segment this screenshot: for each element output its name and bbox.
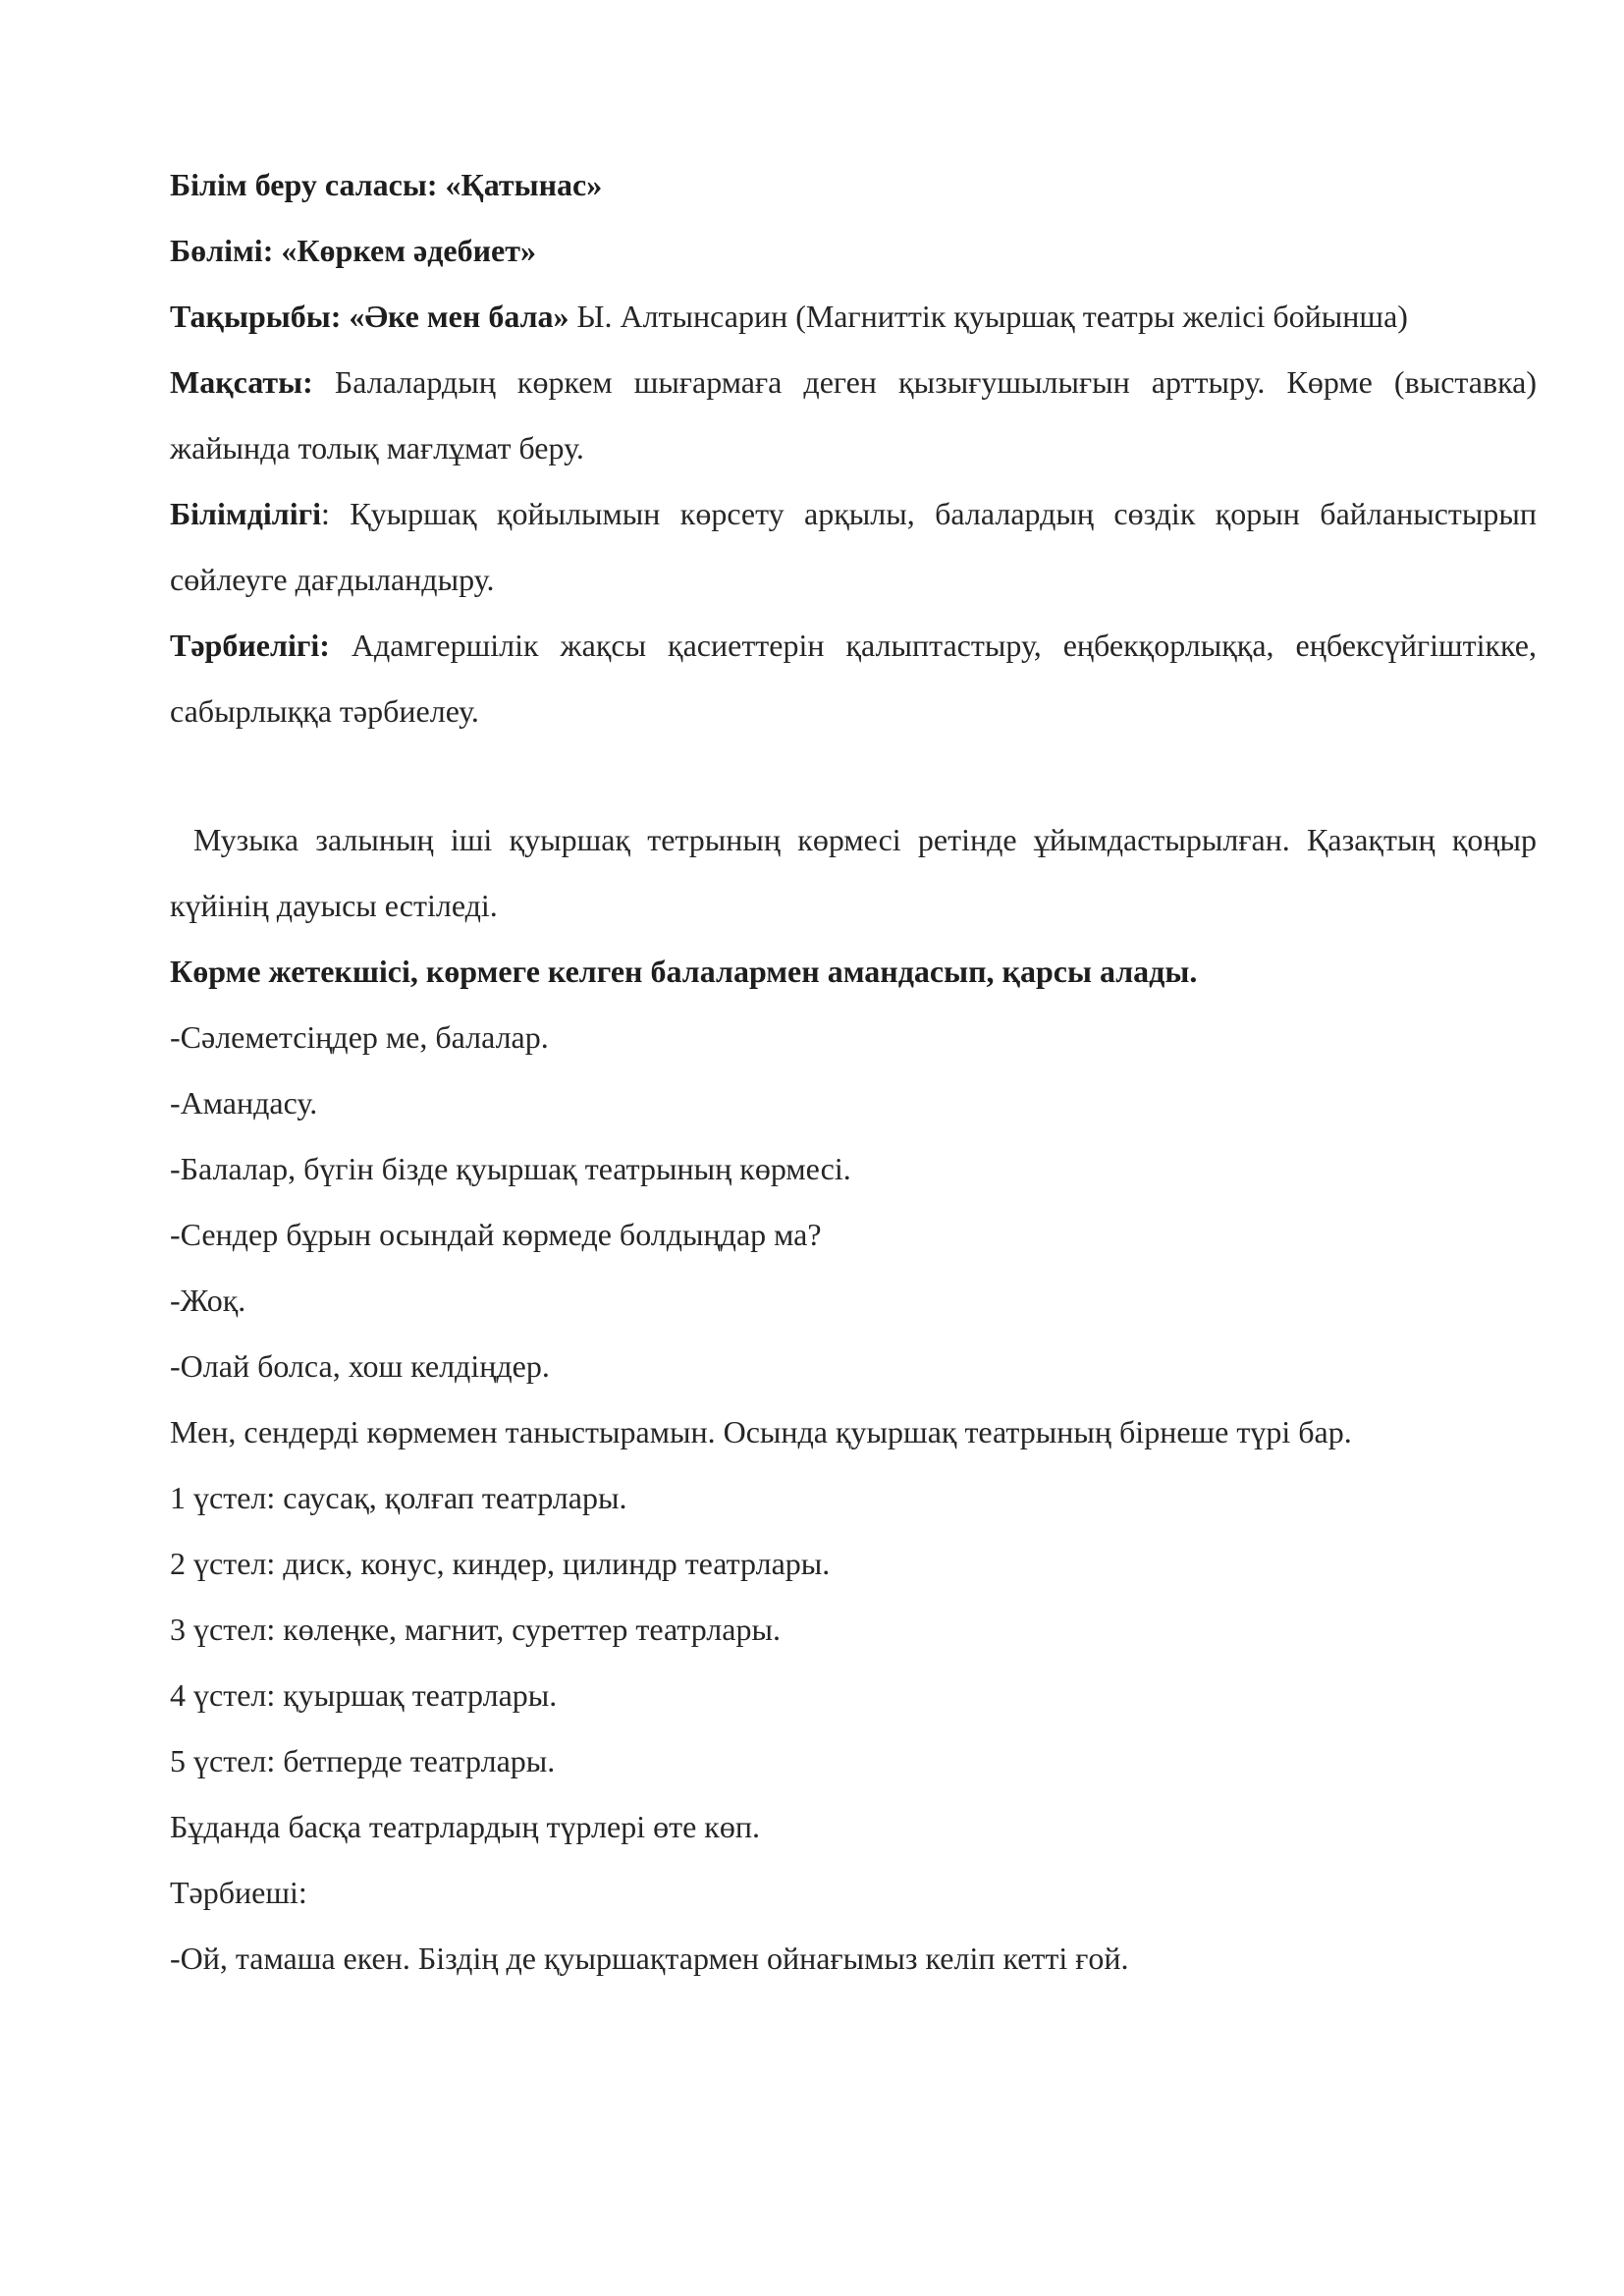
- education-area-line: [170, 152, 1537, 218]
- educational-text: : Қуыршақ қойылымын көрсету арқылы, балалардың сөздік қорын байланыстырып сөйлеуге дағдыландыру.: [170, 496, 1537, 597]
- goal-label: Мақсаты:: [170, 364, 313, 400]
- topic-label: Тақырыбы:: [170, 299, 342, 334]
- dialogue-line: -Балалар, бүгін бізде қуыршақ театрының көрмесі.: [170, 1151, 851, 1186]
- paragraph-gap: [170, 744, 1537, 807]
- dialogue-line: -Сендер бұрын осындай көрмеде болдыңдар ма?: [170, 1217, 822, 1252]
- tables-intro: Мен, сендерді көрмемен таныстырамын. Осында қуыршақ театрының бірнеше түрі бар.: [170, 1414, 1352, 1449]
- document-content: [170, 152, 1537, 1992]
- section-label: Бөлімі:: [170, 233, 274, 268]
- upbringing-label: Тәрбиелігі:: [170, 628, 330, 663]
- educational-label: Білімділігі: [170, 496, 322, 531]
- topic-line: [170, 284, 1537, 350]
- dialogue-line: -Жоқ.: [170, 1283, 246, 1318]
- dialogue-line: -Амандасу.: [170, 1085, 318, 1121]
- table-item: 1 үстел: саусақ, қолғап театрлары.: [170, 1480, 627, 1515]
- table-item: 5 үстел: бетперде театрлары.: [170, 1743, 556, 1778]
- goal-line: [170, 350, 1537, 481]
- topic-value: «Әке мен бала»: [349, 299, 569, 334]
- upbringing-text: Адамгершілік жақсы қасиеттерін қалыптастыру, еңбекқорлыққа, еңбексүйгіштікке, сабырлыққа тәрбиелеу.: [170, 628, 1537, 729]
- section-value: «Көркем әдебиет»: [281, 233, 536, 268]
- educational-line: [170, 481, 1537, 613]
- intro-paragraph: Музыка залының іші қуыршақ тетрының көрмесі ретінде ұйымдастырылған. Қазақтың қоңыр күйінің дауысы естіледі.: [170, 822, 1537, 923]
- dialogue-line: -Олай болса, хош келдіңдер.: [170, 1348, 550, 1384]
- section-line: [170, 218, 1537, 284]
- upbringing-line: [170, 613, 1537, 744]
- table-item: 4 үстел: қуыршақ театрлары.: [170, 1677, 558, 1713]
- table-item: 2 үстел: диск, конус, киндер, цилиндр театрлары.: [170, 1546, 831, 1581]
- bold-heading: Көрме жетекшісі, көрмеге келген балалармен амандасып, қарсы алады.: [170, 954, 1198, 989]
- education-area-value: «Қатынас»: [445, 167, 603, 202]
- table-item: 3 үстел: көлеңке, магнит, суреттер театрлары.: [170, 1612, 781, 1647]
- goal-text: Балалардың көркем шығармаға деген қызығушылығын арттыру. Көрме (выставка) жайында толық мағлұмат беру.: [170, 364, 1537, 465]
- teacher-label: Тәрбиеші:: [170, 1875, 307, 1910]
- topic-rest: Ы. Алтынсарин (Магниттік қуыршақ театры желісі бойынша): [568, 299, 1408, 334]
- last-line: -Ой, тамаша екен. Біздің де қуыршақтармен ойнағымыз келіп кетті ғой.: [170, 1941, 1129, 1976]
- dialogue-line: -Сәлеметсіңдер ме, балалар.: [170, 1019, 549, 1055]
- other-theaters-line: Бұданда басқа театрлардың түрлері өте көп.: [170, 1809, 760, 1844]
- education-area-label: Білім беру саласы:: [170, 167, 438, 202]
